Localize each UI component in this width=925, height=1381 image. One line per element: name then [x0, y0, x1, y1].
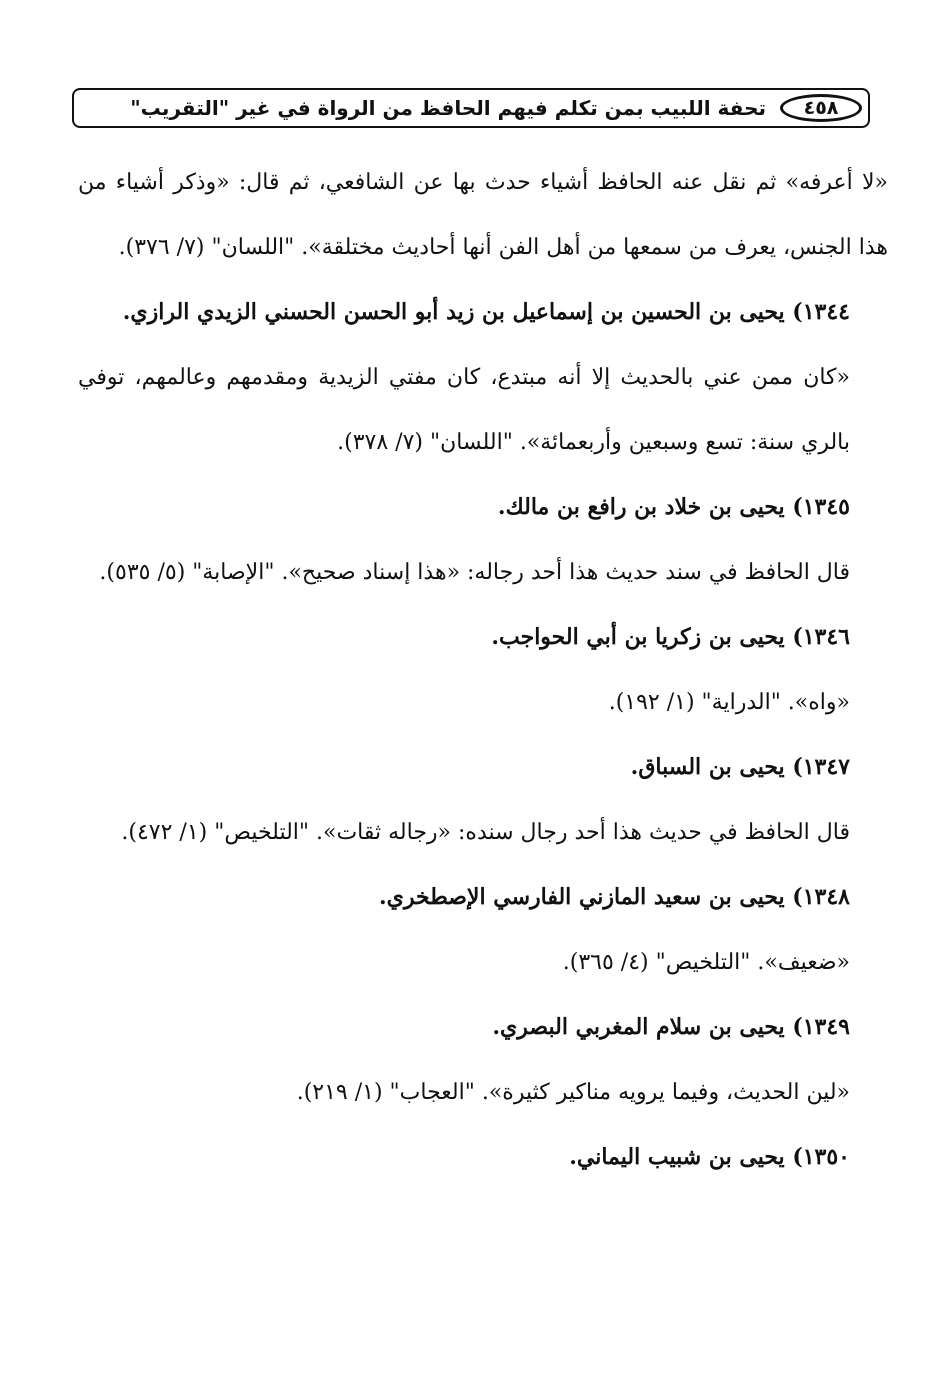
- entry-1345: ١٣٤٥) يحيى بن خلاد بن رافع بن مالك.: [497, 494, 850, 520]
- page-number: ٤٥٨: [780, 94, 862, 122]
- page-body: [78, 150, 888, 1190]
- paragraph-1344: «كان ممن عني بالحديث إلا أنه مبتدع، كان مفتي الزيدية ومقدمهم وعالمهم، توفي بالري سنة: تسع وسبعين وأربعمائة». "اللسان" (٧/ ٣٧٨).: [78, 365, 850, 455]
- paragraph-1349: «لين الحديث، وفيما يرويه مناكير كثيرة». "العجاب" (١/ ٢١٩).: [296, 1080, 850, 1105]
- entry-1350: ١٣٥٠) يحيى بن شبيب اليماني.: [569, 1144, 850, 1170]
- paragraph-1348: «ضعيف». "التلخيص" (٤/ ٣٦٥).: [562, 950, 850, 975]
- paragraph-continuation: «لا أعرفه» ثم نقل عنه الحافظ أشياء حدث بها عن الشافعي، ثم قال: «وذكر أشياء من هذا الجنس، يعرف من سمعها من أهل الفن أنها أحاديث مختلقة». "اللسان" (٧/ ٣٧٦).: [78, 170, 888, 260]
- entry-1349: ١٣٤٩) يحيى بن سلام المغربي البصري.: [492, 1014, 850, 1040]
- entry-1344: ١٣٤٤) يحيى بن الحسين بن إسماعيل بن زيد أبو الحسن الحسني الزيدي الرازي.: [122, 299, 850, 325]
- paragraph-1346: «واه». "الدراية" (١/ ١٩٢).: [608, 690, 850, 715]
- paragraph-1345: قال الحافظ في سند حديث هذا أحد رجاله: «هذا إسناد صحيح». "الإصابة" (٥/ ٥٣٥).: [99, 560, 850, 585]
- entry-1347: ١٣٤٧) يحيى بن السباق.: [630, 754, 850, 780]
- entry-1348: ١٣٤٨) يحيى بن سعيد المازني الفارسي الإصطخري.: [378, 884, 850, 910]
- book-title: تحفة اللبيب بمن تكلم فيهم الحافظ من الرواة في غير "التقريب": [130, 96, 766, 120]
- entry-1346: ١٣٤٦) يحيى بن زكريا بن أبي الحواجب.: [491, 624, 850, 650]
- running-header: [72, 88, 870, 128]
- paragraph-1347: قال الحافظ في حديث هذا أحد رجال سنده: «رجاله ثقات». "التلخيص" (١/ ٤٧٢).: [121, 820, 850, 845]
